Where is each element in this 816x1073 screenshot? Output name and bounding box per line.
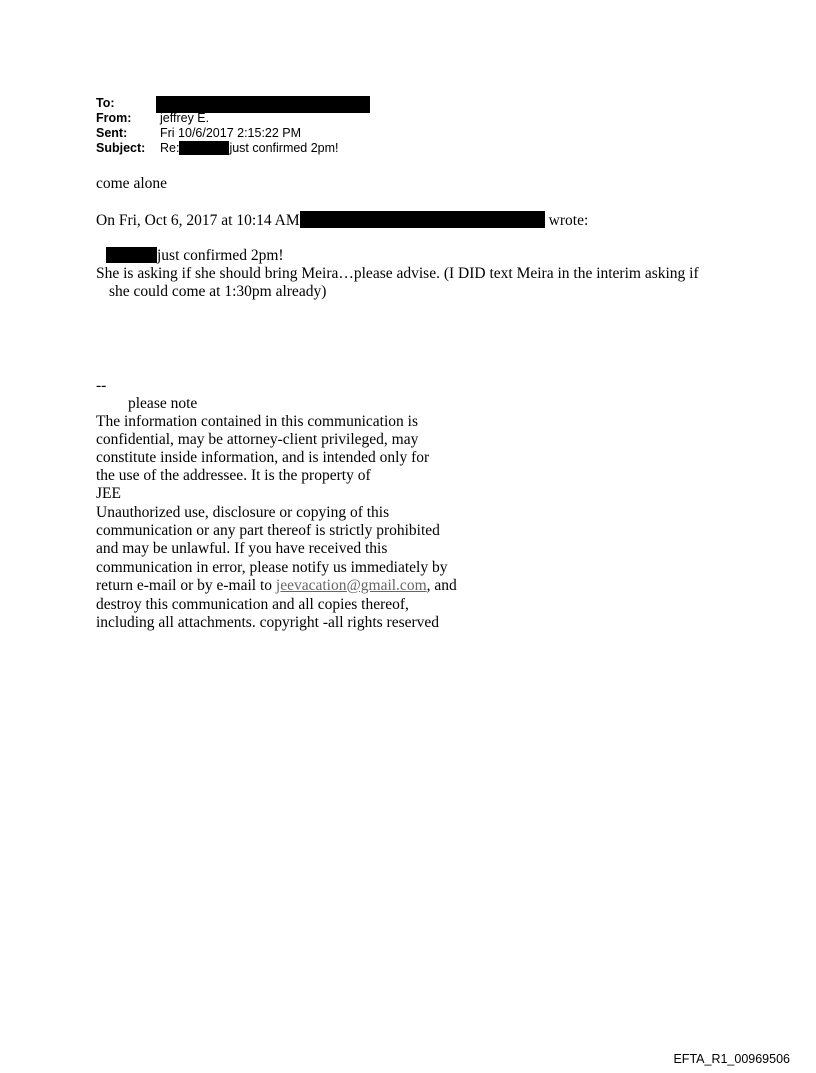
quote-line-3: she could come at 1:30pm already) <box>109 283 327 300</box>
quote-intro: On Fri, Oct 6, 2017 at 10:14 AM <box>96 212 300 229</box>
subject-prefix: Re: <box>160 141 180 155</box>
disclaimer-line: constitute inside information, and is intended only for <box>96 449 430 466</box>
disclaimer-line: communication or any part thereof is strictly prohibited <box>96 522 440 539</box>
disclaimer-line: including all attachments. copyright -all rights reserved <box>96 614 440 631</box>
return-suffix: , and <box>426 577 457 594</box>
redaction-bar <box>179 141 229 155</box>
reply-text: come alone <box>96 175 168 192</box>
sent-value: Fri 10/6/2017 2:15:22 PM <box>160 126 302 140</box>
disclaimer-line: JEE <box>96 485 121 502</box>
quote-line-2: She is asking if she should bring Meira…please advise. (I DID text Meira in the interim asking if <box>96 265 699 282</box>
redaction-bar <box>106 247 157 263</box>
return-prefix: return e-mail or by e-mail to <box>96 577 276 594</box>
disclaimer-line: the use of the addressee. It is the property of <box>96 467 371 484</box>
from-value: jeffrey E. <box>160 111 210 125</box>
disclaimer-line: and may be unlawful. If you have received this <box>96 540 388 557</box>
subject-label: Subject: <box>96 141 146 155</box>
signature-note: please note <box>128 395 198 412</box>
disclaimer-line: The information contained in this communication is <box>96 413 418 430</box>
redaction-bar <box>300 211 545 228</box>
disclaimer-return-line <box>96 577 457 595</box>
from-label: From: <box>96 111 132 125</box>
disclaimer-line: destroy this communication and all copies thereof, <box>96 596 409 613</box>
document-id: EFTA_R1_00969506 <box>673 1052 790 1066</box>
quote-line-1-text: just confirmed 2pm! <box>157 247 284 264</box>
to-label: To: <box>96 96 115 110</box>
quote-line-1 <box>106 247 284 265</box>
subject-value <box>160 141 339 156</box>
disclaimer-line: confidential, may be attorney-client privileged, may <box>96 431 419 448</box>
disclaimer-line: communication in error, please notify us immediately by <box>96 559 448 576</box>
signature-dashes: -- <box>96 377 107 394</box>
disclaimer-line: Unauthorized use, disclosure or copying of this <box>96 504 390 521</box>
quote-wrote: wrote: <box>548 212 589 229</box>
sent-label: Sent: <box>96 126 128 140</box>
subject-suffix: just confirmed 2pm! <box>229 141 339 155</box>
email-link[interactable]: jeevacation@gmail.com <box>275 577 427 594</box>
quote-intro-line <box>96 211 588 230</box>
